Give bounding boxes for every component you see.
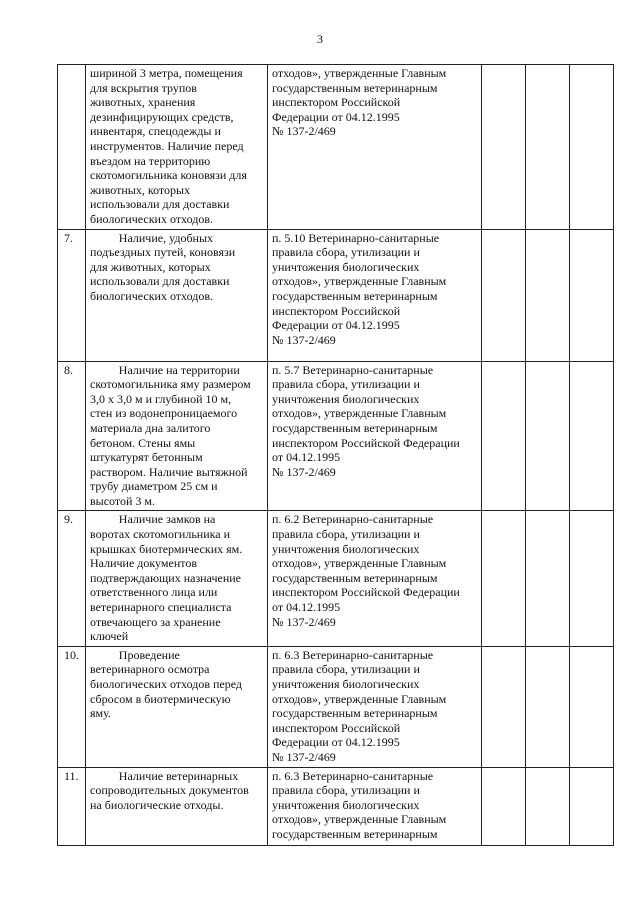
requirement-line: скотомогильника коновязи для	[90, 168, 247, 183]
empty-cell	[482, 65, 526, 230]
table-row	[58, 767, 614, 845]
basis-line: № 137-2/469	[272, 332, 336, 347]
empty-cell	[526, 65, 570, 230]
table-row	[58, 229, 614, 361]
basis-line: инспектором Российской	[272, 720, 401, 735]
requirement-line: Наличие ветеринарных	[118, 768, 239, 783]
basis-line: п. 6.3 Ветеринарно-санитарные	[272, 647, 434, 662]
row-number-cell: 11.	[58, 767, 86, 845]
row-number-cell: 9.	[58, 511, 86, 646]
basis-line: отходов», утвержденные Главным	[272, 406, 447, 421]
requirement-line: сопроводительных документов	[90, 783, 249, 798]
requirement-line: биологических отходов перед	[90, 677, 243, 691]
requirement-line: биологических отходов.	[90, 288, 213, 303]
requirement-line: на биологические отходы.	[90, 797, 224, 812]
requirement-line: сбросом в биотермическую	[90, 691, 231, 706]
row-number-cell	[58, 65, 86, 230]
requirement-line: Наличие на территории	[118, 362, 240, 377]
empty-cell	[526, 767, 570, 845]
table-row	[58, 361, 614, 511]
table-row	[58, 646, 614, 767]
empty-cell	[570, 511, 614, 646]
requirement-line: биологических отходов.	[90, 211, 213, 226]
basis-line: отходов», утвержденные Главным	[272, 556, 447, 571]
requirement-line: ответственного лица или	[90, 585, 218, 600]
requirement-line: ветеринарного осмотра	[90, 662, 210, 677]
requirement-line: материала дна залитого	[90, 420, 211, 435]
basis-line: инспектором Российской Федерации	[272, 585, 460, 600]
empty-cell	[570, 65, 614, 230]
empty-cell	[526, 646, 570, 767]
empty-cell	[526, 229, 570, 361]
basis-cell	[268, 65, 482, 230]
requirement-line: стен из водонепроницаемого	[90, 406, 238, 421]
requirement-line: подъездных путей, коновязи	[90, 245, 236, 260]
empty-cell	[570, 767, 614, 845]
requirement-line: животных, которых	[90, 182, 191, 197]
requirement-line: для животных, которых	[90, 259, 211, 274]
requirement-line: воротах скотомогильника и	[90, 527, 231, 542]
empty-cell	[570, 361, 614, 511]
basis-line: уничтожения биологических	[272, 677, 420, 691]
basis-cell	[268, 511, 482, 646]
requirement-cell	[86, 65, 268, 230]
empty-cell	[482, 767, 526, 845]
requirement-line: Наличие документов	[90, 556, 197, 571]
basis-line: государственным ветеринарным	[272, 826, 438, 841]
requirement-line: для вскрытия трупов	[90, 80, 197, 95]
basis-line: государственным ветеринарным	[272, 288, 438, 303]
basis-cell	[268, 646, 482, 767]
basis-line: уничтожения биологических	[272, 259, 420, 274]
requirement-line: Наличие, удобных	[118, 230, 214, 245]
basis-line: № 137-2/469	[272, 614, 336, 629]
row-number-cell: 7.	[58, 229, 86, 361]
basis-line: уничтожения биологических	[272, 391, 420, 406]
basis-line: п. 6.3 Ветеринарно-санитарные	[272, 768, 434, 783]
requirement-line: животных, хранения	[90, 95, 196, 110]
basis-cell	[268, 361, 482, 511]
requirement-cell	[86, 511, 268, 646]
empty-cell	[482, 646, 526, 767]
requirement-line: раствором. Наличие вытяжной	[90, 464, 248, 479]
requirement-line: высотой 3 м.	[90, 493, 155, 508]
row-number-cell: 8.	[58, 361, 86, 511]
empty-cell	[482, 361, 526, 511]
requirement-cell	[86, 767, 268, 845]
requirement-line: использовали для доставки	[90, 197, 230, 212]
basis-line: от 04.12.1995	[272, 600, 341, 615]
requirement-line: использовали для доставки	[90, 274, 230, 289]
empty-cell	[570, 646, 614, 767]
row-number-cell: 10.	[58, 646, 86, 767]
basis-line: правила сбора, утилизации и	[272, 662, 420, 677]
basis-line: п. 5.7 Ветеринарно-санитарные	[272, 362, 434, 377]
requirement-line: инвентаря, спецодежды и	[90, 124, 221, 139]
table-row	[58, 511, 614, 646]
basis-line: отходов», утвержденные Главным	[272, 691, 447, 706]
basis-line: правила сбора, утилизации и	[272, 527, 420, 542]
empty-cell	[482, 511, 526, 646]
basis-line: Федерации от 04.12.1995	[272, 735, 400, 750]
basis-line: № 137-2/469	[272, 124, 336, 139]
requirement-line: Проведение	[118, 647, 180, 662]
requirement-line: крышках биотермических ям.	[90, 541, 243, 556]
empty-cell	[482, 229, 526, 361]
requirements-table	[57, 64, 614, 846]
basis-line: инспектором Российской	[272, 303, 401, 318]
basis-line: от 04.12.1995	[272, 450, 341, 465]
table-row	[58, 65, 614, 230]
basis-line: государственным ветеринарным	[272, 420, 438, 435]
basis-line: государственным ветеринарным	[272, 706, 438, 721]
requirement-line: яму.	[90, 706, 111, 721]
basis-line: № 137-2/469	[272, 464, 336, 479]
basis-line: п. 6.2 Ветеринарно-санитарные	[272, 512, 434, 527]
requirement-line: дезинфицирующих средств,	[90, 109, 234, 124]
basis-line: Федерации от 04.12.1995	[272, 109, 400, 124]
basis-line: правила сбора, утилизации и	[272, 245, 420, 260]
requirement-line: трубу диаметром 25 см и	[90, 479, 218, 494]
empty-cell	[526, 511, 570, 646]
requirement-line: отвечающего за хранение	[90, 614, 221, 629]
requirement-line: шириной 3 метра, помещения	[90, 66, 243, 80]
requirement-line: инструментов. Наличие перед	[90, 138, 244, 153]
basis-line: № 137-2/469	[272, 749, 336, 764]
basis-line: отходов», утвержденные Главным	[272, 66, 447, 80]
requirement-line: штукатурят бетонным	[90, 450, 203, 465]
basis-line: инспектором Российской Федерации	[272, 435, 460, 450]
basis-line: п. 5.10 Ветеринарно-санитарные	[272, 230, 440, 245]
basis-line: уничтожения биологических	[272, 797, 420, 812]
empty-cell	[570, 229, 614, 361]
requirement-line: подтверждающих назначение	[90, 570, 241, 585]
basis-line: уничтожения биологических	[272, 541, 420, 556]
requirement-line: ключей	[90, 629, 129, 644]
requirement-line: 3,0 х 3,0 м и глубиной 10 м,	[90, 391, 232, 406]
basis-line: правила сбора, утилизации и	[272, 783, 420, 798]
basis-cell	[268, 767, 482, 845]
requirement-line: бетоном. Стены ямы	[90, 435, 196, 450]
empty-cell	[526, 361, 570, 511]
requirement-cell	[86, 229, 268, 361]
requirement-line: въездом на территорию	[90, 153, 211, 168]
basis-line: отходов», утвержденные Главным	[272, 812, 447, 827]
basis-line: отходов», утвержденные Главным	[272, 274, 447, 289]
basis-line: Федерации от 04.12.1995	[272, 318, 400, 333]
requirement-cell	[86, 646, 268, 767]
requirement-line: Наличие замков на	[118, 512, 216, 527]
basis-line: инспектором Российской	[272, 95, 401, 110]
requirement-cell	[86, 361, 268, 511]
basis-cell	[268, 229, 482, 361]
requirement-line: ветеринарного специалиста	[90, 600, 232, 615]
page-number: 3	[317, 32, 323, 46]
requirement-line: скотомогильника яму размером	[90, 377, 251, 392]
basis-line: правила сбора, утилизации и	[272, 377, 420, 392]
basis-line: государственным ветеринарным	[272, 80, 438, 95]
basis-line: государственным ветеринарным	[272, 570, 438, 585]
